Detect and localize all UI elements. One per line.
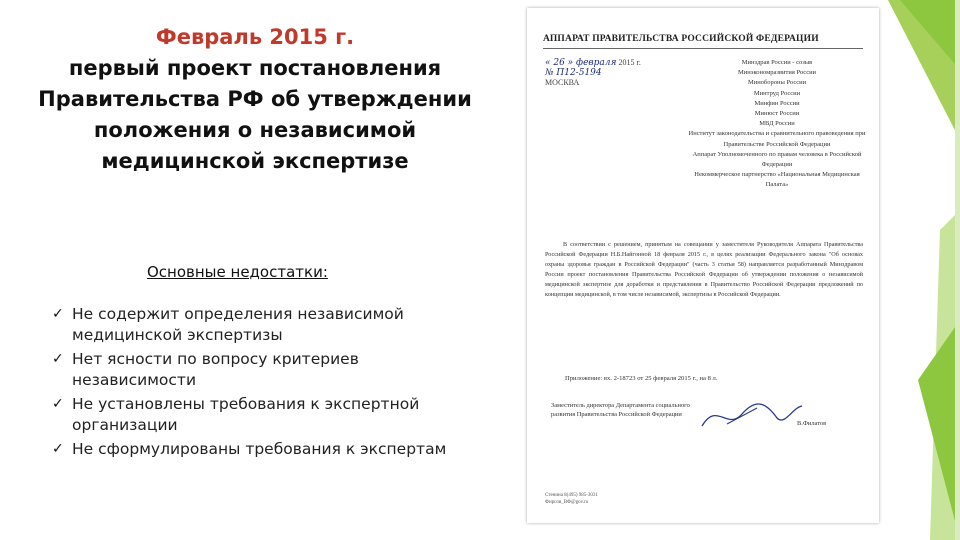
recipient: Аппарат Уполномоченного по правам человека в Российской Федерации: [692, 150, 862, 169]
list-item: ✓ Не установлены требования к экспертной организации: [52, 395, 420, 434]
section-subtitle: Основные недостатки:: [147, 263, 328, 281]
letter-number: № П12-5194: [545, 68, 602, 78]
title-text: первый проект постановления Правительства РФ об утверждении положения о независимой медицинской экспертизе: [38, 56, 472, 173]
recipients-list: [687, 58, 867, 191]
letter-attachment: Приложение: вх. 2-18723 от 25 февраля 2015 г., на 8 л.: [565, 375, 718, 382]
handwritten-date: « 26 » февраля: [545, 58, 617, 68]
recipient: Минфин России: [754, 99, 800, 107]
list-item: ✓ Не содержит определения независимой медицинской экспертизы: [52, 305, 404, 344]
list-item: ✓ Нет ясности по вопросу критериев независимости: [52, 350, 359, 389]
letter-city: МОСКВА: [545, 78, 580, 87]
recipient: Минтруд России: [753, 89, 801, 97]
letter-year: 2015 г.: [618, 58, 641, 67]
check-icon: ✓: [52, 441, 64, 457]
recipient: Минобороны России: [747, 79, 807, 87]
letter-footer: Стенина 8(495) 985-3031 Фирсов_ВФ@gov.ru: [545, 493, 598, 505]
check-icon: ✓: [52, 351, 64, 367]
recipient: Минздрав России - созыв: [741, 59, 813, 66]
recipient: Минэкономразвития России: [737, 69, 817, 77]
shortcomings-list: [52, 304, 472, 464]
title-date: Февраль 2015 г.: [155, 25, 355, 49]
signer-name: В.Филатов: [797, 420, 827, 427]
letter-body: В соответствии с решением, принятым на совещании у заместителя Руководителя Аппарата Правительства Российской Федерации Н.Б.Найгонной 18 февраля 2015 г., в целях реализации Федерального закона "Об основах охраны здоровья граждан в Российской Федерации" (часть 3 статьи 58) направляется разработанный Минздравом России проект постановления Правительства Российской Федерации об утверждении положения о независимой медицинской экспертизе для доработки и представления в Правительство Российской Федерации предложений по концепции медицинской, в том числе независимой, экспертизы в Российской Федерации.: [545, 241, 863, 299]
recipient: Некоммерческое партнерство «Национальная Медицинская Палата»: [694, 171, 860, 189]
letter-date-number: [545, 58, 641, 88]
scanned-letter: [527, 8, 879, 523]
letter-header: АППАРАТ ПРАВИТЕЛЬСТВА РОССИЙСКОЙ ФЕДЕРАЦИИ: [543, 34, 863, 49]
slide-title: [20, 22, 490, 177]
list-item: ✓ Не сформулированы требования к экспертам: [52, 440, 447, 458]
check-icon: ✓: [52, 396, 64, 412]
recipient: Минюст России: [754, 110, 800, 118]
handwritten-signature: [697, 396, 807, 436]
recipient: Институт законодательства и сравнительного правоведения при Правительстве Российской Федерации: [688, 130, 866, 148]
signer-title: Заместитель директора Департамента социального развития Правительства Российской Федерации: [551, 402, 690, 418]
recipient: МВД России: [759, 120, 795, 128]
check-icon: ✓: [52, 306, 64, 322]
